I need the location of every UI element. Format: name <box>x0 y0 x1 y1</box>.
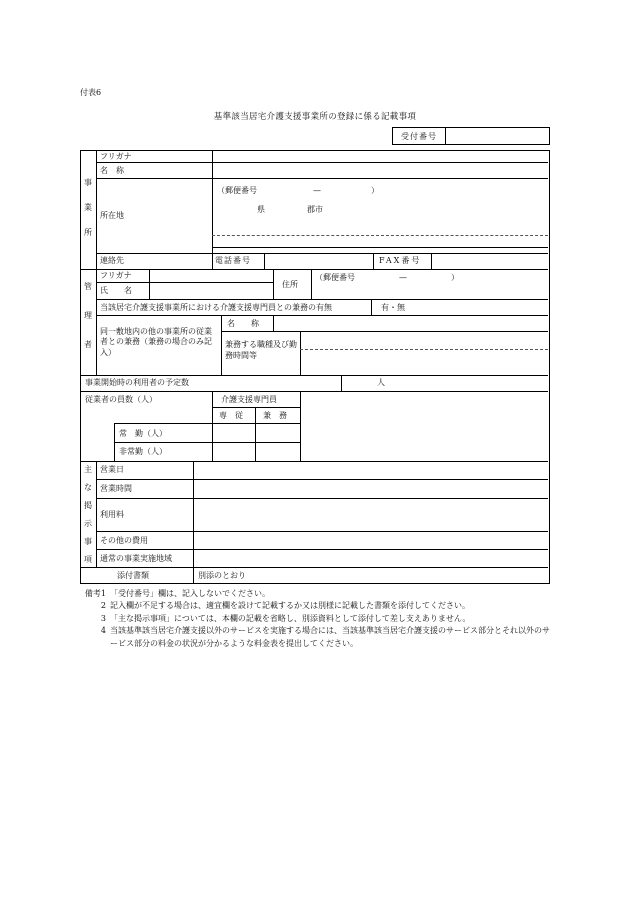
parttime-row-label: 非常勤（人） <box>119 447 167 456</box>
note-item: 3 「主な掲示事項」については、本欄の記載を省略し、別添資料として添付して差し支えありません。 <box>100 613 471 623</box>
postings-section-label: 主 な 掲 示 事 項 <box>84 465 92 564</box>
parttime-dedicated-field[interactable] <box>213 443 254 460</box>
fulltime-concurrent-field[interactable] <box>256 424 299 441</box>
note-item: 4 当該基準該当居宅介護支援以外のサービスを実施する場合には、当該基準該当居宅介護支援のサービス部分とそれ以外のサービス部分の料金の状況が分かるような料金表を提出してください。 <box>100 626 550 648</box>
office-furigana-field[interactable] <box>213 152 547 162</box>
other-office-label: 同一敷地内の他の事業所の従業者との兼務（兼務の場合のみ記入） <box>100 327 212 357</box>
manager-postal-suffix: ） <box>451 273 459 282</box>
other-office-name-field[interactable] <box>274 316 547 330</box>
office-furigana-label: フリガナ <box>100 152 132 161</box>
receipt-number-label: 受付番号 <box>393 128 446 144</box>
fee-field[interactable] <box>194 499 547 530</box>
document-title: 基準該当居宅介護支援事業所の登録に係る記載事項 <box>213 112 417 122</box>
manager-furigana-label: フリガナ <box>100 271 132 280</box>
fulltime-dedicated-field[interactable] <box>213 424 254 441</box>
office-fax-field[interactable] <box>432 254 547 268</box>
parttime-concurrent-field[interactable] <box>256 443 299 460</box>
care-manager-header: 介護支援専門員 <box>221 395 277 404</box>
manager-postal-dash: — <box>399 273 407 282</box>
manager-postal-prefix: （郵便番号 <box>315 273 355 282</box>
concurrent-duty-question: 当該居宅介護支援事業所における介護支援専門員との兼務の有無 <box>100 303 332 312</box>
attachments-label: 添付書類 <box>117 571 149 580</box>
concurrent-header: 兼 務 <box>263 411 287 420</box>
office-postal-dash: — <box>313 186 321 195</box>
notes-intro: 備考 <box>84 589 101 598</box>
office-name-field[interactable] <box>213 163 547 178</box>
office-section-label: 事 業 所 <box>84 178 92 237</box>
other-costs-label: その他の費用 <box>100 536 148 545</box>
expected-users-unit: 人 <box>377 378 385 387</box>
notes-section <box>80 588 550 650</box>
receipt-number-box <box>392 127 550 145</box>
other-duty-label: 兼務する職種及び勤務時間等 <box>225 340 297 361</box>
fulltime-row-label: 常 勤（人） <box>119 429 167 438</box>
manager-furigana-field[interactable] <box>150 270 272 281</box>
registration-form <box>80 150 550 584</box>
office-address-label: 所在地 <box>100 211 124 220</box>
manager-address-label: 住所 <box>282 280 298 289</box>
manager-name-field[interactable] <box>150 283 272 298</box>
office-name-label: 名 称 <box>100 166 124 175</box>
employee-count-label: 従業者の員数（人） <box>85 395 157 404</box>
office-city-label: 郡市 <box>307 205 323 214</box>
page-label: 付表6 <box>80 88 102 97</box>
office-phone-label: 電話番号 <box>215 256 251 265</box>
office-phone-field[interactable] <box>265 254 372 268</box>
business-hours-label: 営業時間 <box>100 484 132 493</box>
office-prefecture-label: 県 <box>257 205 265 214</box>
business-days-field[interactable] <box>194 462 547 478</box>
other-costs-field[interactable] <box>194 532 547 548</box>
office-fax-label: FAX番号 <box>379 256 422 265</box>
service-area-label: 通常の事業実施地域 <box>100 554 172 563</box>
manager-section-label: 管 理 者 <box>84 282 92 349</box>
dedicated-header: 専 従 <box>219 411 243 420</box>
receipt-number-field[interactable] <box>446 128 549 144</box>
note-item: 備考1 「受付番号」欄は、記入しないでください。 <box>84 589 270 598</box>
office-contact-label: 連絡先 <box>100 256 124 265</box>
concurrent-duty-choice[interactable]: 有・無 <box>381 303 405 312</box>
expected-users-label: 事業開始時の利用者の予定数 <box>85 378 189 387</box>
attachments-value: 別添のとおり <box>198 571 246 580</box>
service-area-field[interactable] <box>194 550 547 566</box>
office-postal-suffix: ） <box>371 186 379 195</box>
other-duty-field[interactable] <box>301 332 547 374</box>
office-postal-prefix: （郵便番号 <box>217 186 257 195</box>
other-office-name-label: 名 称 <box>227 319 259 328</box>
business-hours-field[interactable] <box>194 480 547 497</box>
note-item: 2 記入欄が不足する場合は、適宜欄を設けて記載するか又は別様に記載した書類を添付してください。 <box>100 601 470 611</box>
business-days-label: 営業日 <box>100 465 124 474</box>
manager-name-label: 氏 名 <box>100 286 132 295</box>
expected-users-field[interactable] <box>342 376 547 390</box>
fee-label: 利用料 <box>100 510 124 519</box>
